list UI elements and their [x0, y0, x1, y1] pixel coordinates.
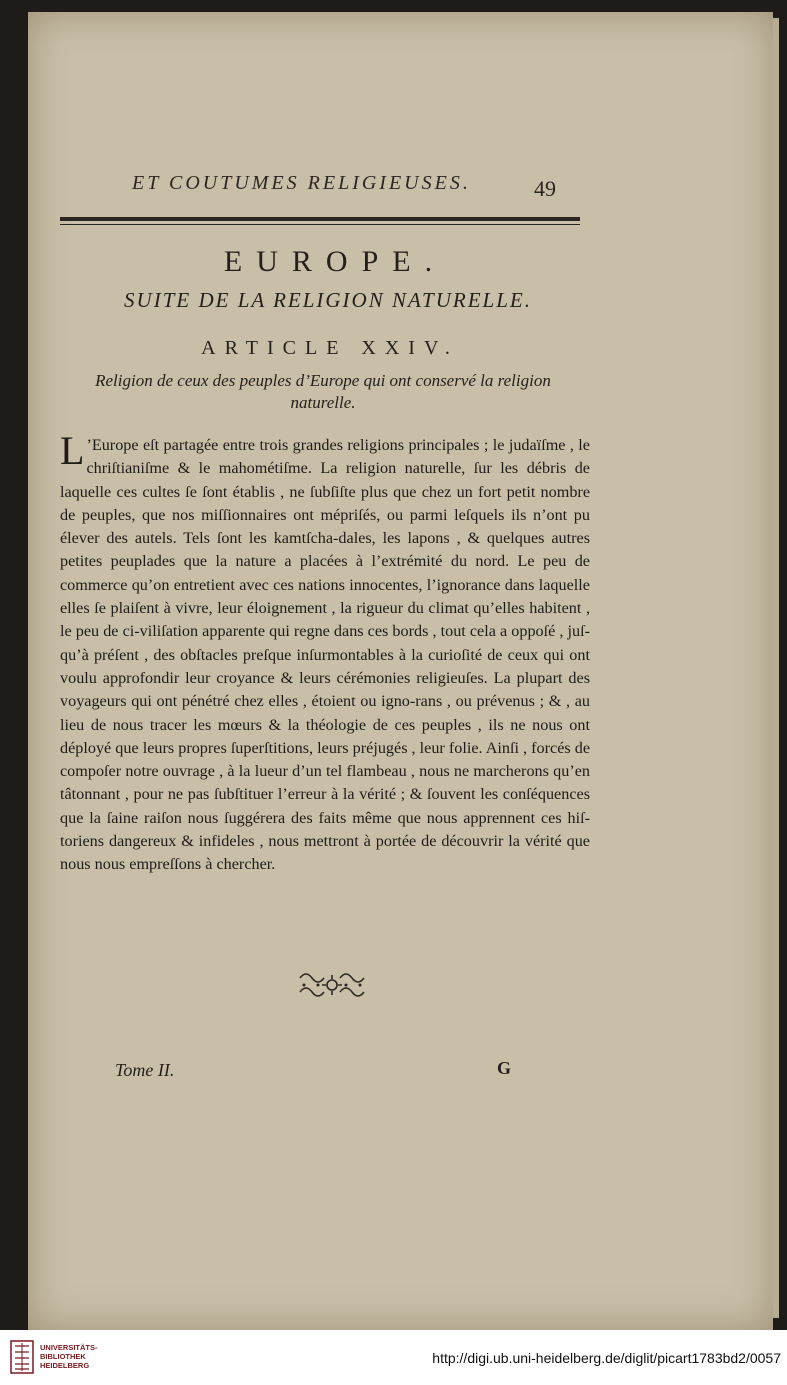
chapter-subtitle: SUITE DE LA RELIGION NATURELLE. [124, 288, 532, 312]
running-head: ET COUTUMES RELIGIEUSES. [132, 172, 471, 194]
header-rule-thick [60, 217, 580, 221]
library-name [40, 1343, 98, 1370]
header-rule-thin [60, 224, 580, 225]
ornament-icon [296, 968, 368, 1000]
library-line-2: BIBLIOTHEK [40, 1352, 86, 1361]
article-description: Religion de ceux des peuples d’Europe qui ont conservé la religion naturelle. [95, 371, 551, 412]
permalink-url[interactable]: http://digi.ub.uni-heidelberg.de/diglit/picart1783bd2/0057 [432, 1350, 781, 1366]
body-text [60, 428, 590, 877]
article-heading: ARTICLE XXIV. [201, 337, 459, 359]
university-seal-icon [10, 1340, 34, 1374]
signature-mark: G [497, 1058, 512, 1078]
chapter-title: EUROPE. [223, 245, 447, 278]
page-number: 49 [534, 176, 556, 201]
library-line-3: HEIDELBERG [40, 1361, 90, 1370]
page-edge [773, 18, 779, 1318]
viewer-footer [0, 1330, 787, 1385]
library-line-1: UNIVERSITÄTS- [40, 1343, 98, 1352]
body-paragraph: ’Europe eſt partagée entre trois grandes religions principales ; le judaïſme , le chriſtianiſme & le mahométiſme. La religion naturelle, ſur les débris de laquelle ces cultes ſe ſont établis , ne ſubſiſte plus que chez un fort petit nombre de peuples, que nos miſſionnaires ont mépriſés, ou parmi leſquels ils n’ont pu élever des autels. Tels ſont les kamtſcha-dales, les lapons , & quelques autres petites peuplades que la nature a placées à l’extrémité du nord. Le peu de commerce qu’on entretient avec ces nations innocentes, l’ignorance dans laquelle elles ſe plaiſent à vivre, leur éloignement , la rigueur du climat qu’elles habitent , le peu de ci-viliſation apparente qui regne dans ces bords , tout cela a oppoſé , juſ-qu’à préſent , des obſtacles preſque inſurmontables à la curioſité de ceux qui ont voulu approfondir leur croyance & leurs cérémonies religieuſes. La plupart des voyageurs qui ont pénétré chez elles , étoient ou igno-rans , ou prévenus ; & , au lieu de nous tracer les mœurs & la théologie de ces peuples , ils ne nous ont déployé que leurs propres ſuperſtitions, leurs préjugés , leur folie. Ainſi , forcés de compoſer notre ouvrage , à la lueur d’un tel flambeau , nous ne marcherons qu’en tâtonnant , pour ne pas ſubſtituer l’erreur à la vérité ; & ſouvent les conſéquences que la ſaine raiſon nous ſuggérera des faits même que nous apprennent ces hiſ-toriens dangereux & infideles , nous mettront à portée de découvrir la vérité que nous nous empreſſons à chercher. [60, 436, 590, 874]
volume-label: Tome II. [115, 1060, 175, 1080]
drop-cap: L [60, 428, 85, 473]
